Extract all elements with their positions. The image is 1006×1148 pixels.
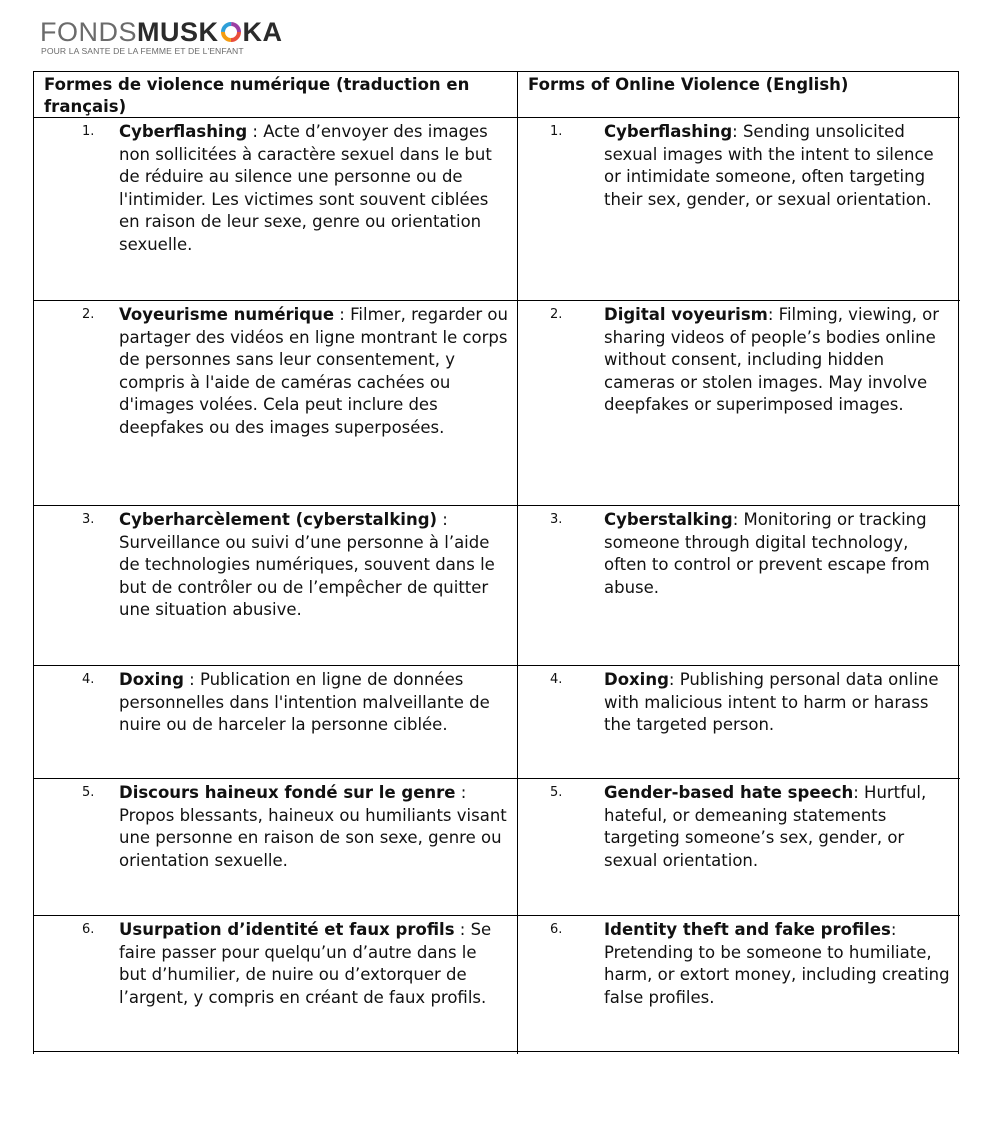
header-english: Forms of Online Violence (English) <box>518 72 960 118</box>
item-text <box>604 121 952 211</box>
table-bottom-border <box>33 1051 959 1052</box>
item-definition: : Monitoring or tracking someone through digital technology, often to control or prevent escape from abuse. <box>604 510 930 597</box>
item-number: 5. <box>550 785 563 800</box>
table-cell-fr <box>34 118 518 301</box>
item-term: Identity theft and fake profiles <box>604 920 891 939</box>
item-number: 1. <box>550 124 563 139</box>
fonds-muskoka-logo <box>40 18 360 56</box>
item-text <box>119 121 509 257</box>
logo-wordmark <box>40 18 283 46</box>
logo-word-fonds: FONDS <box>40 17 137 47</box>
item-definition: : Hurtful, hateful, or demeaning statements targeting someone’s sex, gender, or sexual orientation. <box>604 783 927 870</box>
item-text <box>119 304 509 440</box>
item-definition: : Filming, viewing, or sharing videos of people’s bodies online without consent, including hidden cameras or stolen images. May involve deepfakes or superimposed images. <box>604 305 940 415</box>
table-cell-en <box>518 916 960 1054</box>
item-definition: : Se faire passer pour quelqu’un d’autre dans le but d’humilier, de nuire ou d’extorquer de l’argent, y compris en créant de faux profils. <box>119 920 492 1007</box>
item-text <box>604 782 952 872</box>
table-cell-en <box>518 506 960 666</box>
item-text <box>604 304 952 417</box>
table-cell-en <box>518 666 960 779</box>
item-term: Gender-based hate speech <box>604 783 854 802</box>
table-cell-en <box>518 779 960 916</box>
violence-forms-table <box>33 71 959 1054</box>
item-text <box>119 782 509 872</box>
item-term: Cyberstalking <box>604 510 733 529</box>
logo-word-k: K <box>242 17 263 47</box>
table-cell-en <box>518 301 960 506</box>
item-text <box>119 509 509 622</box>
table-cell-fr <box>34 506 518 666</box>
item-number: 2. <box>550 307 563 322</box>
logo-word-musk: MUSK <box>137 17 219 47</box>
item-text <box>119 919 509 1009</box>
item-term: Digital voyeurism <box>604 305 768 324</box>
item-definition: : Sending unsolicited sexual images with the intent to silence or intimidate someone, often targeting their sex, gender, or sexual orientation. <box>604 122 934 209</box>
item-term: Doxing <box>119 670 184 689</box>
item-text <box>604 509 952 599</box>
item-term: Cyberharcèlement (cyberstalking) <box>119 510 438 529</box>
item-definition: : Pretending to be someone to humiliate, harm, or extort money, including creating false profiles. <box>604 920 950 1007</box>
item-text <box>119 669 509 737</box>
item-number: 4. <box>550 672 563 687</box>
table-cell-fr <box>34 301 518 506</box>
item-term: Discours haineux fondé sur le genre <box>119 783 456 802</box>
item-term: Cyberflashing <box>604 122 733 141</box>
item-number: 5. <box>82 785 95 800</box>
header-french: Formes de violence numérique (traduction en français) <box>34 72 518 118</box>
item-term: Cyberflashing <box>119 122 248 141</box>
table-cell-fr <box>34 666 518 779</box>
item-number: 1. <box>82 124 95 139</box>
item-number: 3. <box>550 512 563 527</box>
item-text <box>604 669 952 737</box>
item-number: 6. <box>82 922 95 937</box>
item-definition: : Publication en ligne de données personnelles dans l'intention malveillante de nuire ou de harceler la personne ciblée. <box>119 670 490 735</box>
logo-word-a: A <box>262 17 283 47</box>
item-number: 2. <box>82 307 95 322</box>
item-text <box>604 919 952 1009</box>
item-definition: : Filmer, regarder ou partager des vidéos en ligne montrant le corps de personnes sans leur consentement, y compris à l'aide de caméras cachées ou d'images volées. Cela peut inclure des deepfakes ou des images superposées. <box>119 305 508 437</box>
item-definition: : Publishing personal data online with malicious intent to harm or harass the targeted person. <box>604 670 939 735</box>
logo-tagline: POUR LA SANTE DE LA FEMME ET DE L'ENFANT <box>41 46 244 56</box>
item-term: Voyeurisme numérique <box>119 305 335 324</box>
item-definition: : Surveillance ou suivi d’une personne à l’aide de technologies numériques, souvent dans le but de contrôler ou de l’empêcher de quitter une situation abusive. <box>119 510 495 620</box>
table-cell-fr <box>34 779 518 916</box>
item-number: 4. <box>82 672 95 687</box>
table-cell-fr <box>34 916 518 1054</box>
item-term: Doxing <box>604 670 669 689</box>
logo-ring-icon <box>220 21 242 43</box>
item-definition: : Propos blessants, haineux ou humiliants visant une personne en raison de son sexe, genre ou orientation sexuelle. <box>119 783 507 870</box>
item-definition: : Acte d’envoyer des images non sollicitées à caractère sexuel dans le but de réduire au silence une personne ou de l'intimider. Les victimes sont souvent ciblées en raison de leur sexe, genre ou orientation sexuelle. <box>119 122 492 254</box>
item-term: Usurpation d’identité et faux profils <box>119 920 455 939</box>
table-cell-en <box>518 118 960 301</box>
item-number: 6. <box>550 922 563 937</box>
item-number: 3. <box>82 512 95 527</box>
